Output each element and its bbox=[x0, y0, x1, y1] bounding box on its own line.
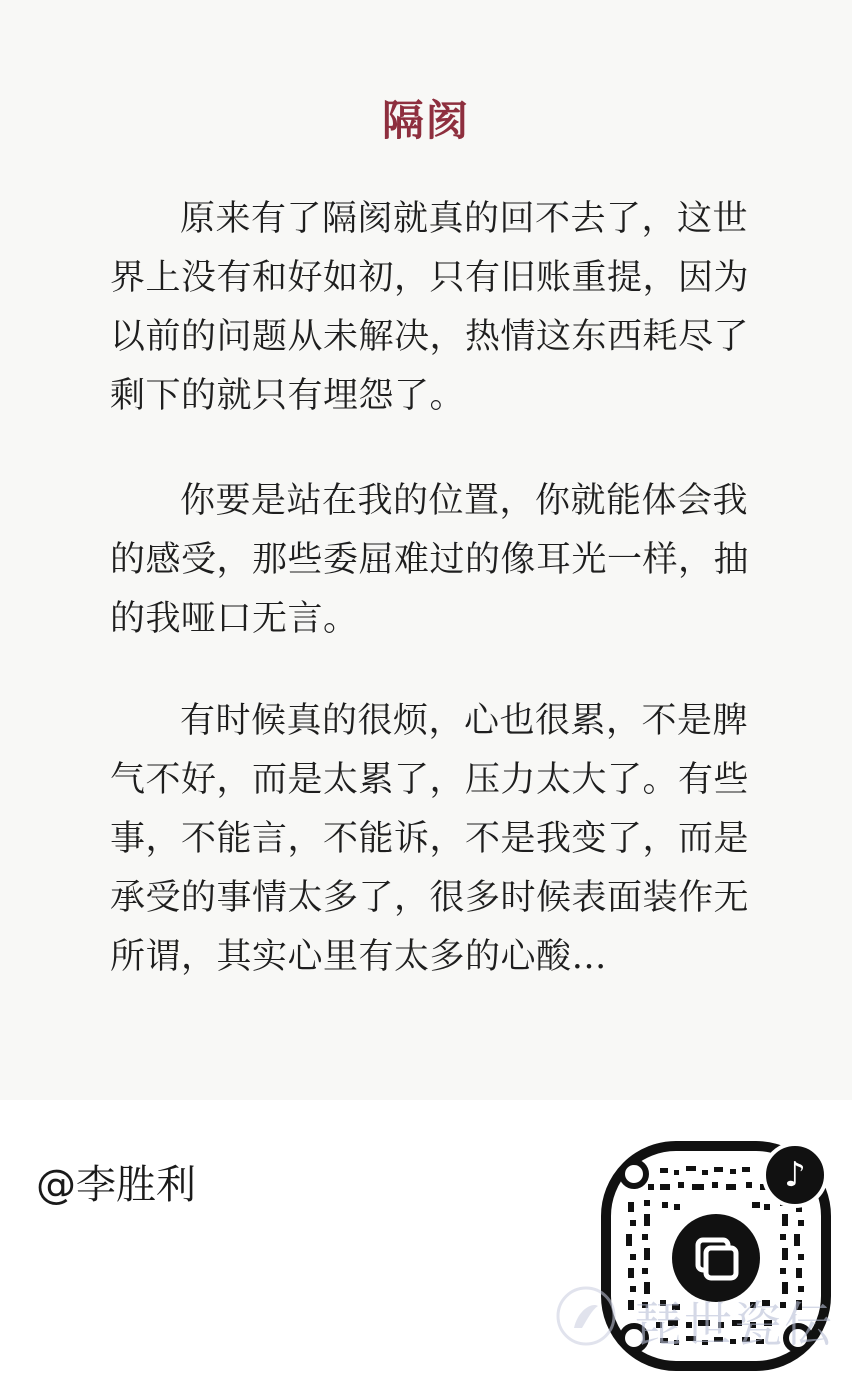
paragraph-2: 你要是站在我的位置，你就能体会我的感受，那些委屈难过的像耳光一样，抽的我哑口无言。 bbox=[110, 481, 750, 639]
paragraph-1: 原来有了隔阂就真的回不去了，这世界上没有和好如初，只有旧账重提，因为以前的问题从未解决，热情这东西耗尽了剩下的就只有埋怨了。 bbox=[110, 199, 750, 416]
watermark-text: 琵世瓷伝 bbox=[634, 1297, 835, 1353]
author-handle: @李胜利 bbox=[36, 1162, 196, 1208]
article-title: 隔阂 bbox=[381, 96, 470, 145]
paragraph-3: 有时候真的很烦，心也很累，不是脾气不好，而是太累了，压力太大了。有些事，不能言，不能诉，不是我变了，而是承受的事情太多了，很多时候表面装作无所谓，其实心里有太多的心酸… bbox=[110, 701, 750, 977]
tiktok-logo-icon: ♪ bbox=[762, 1142, 828, 1208]
